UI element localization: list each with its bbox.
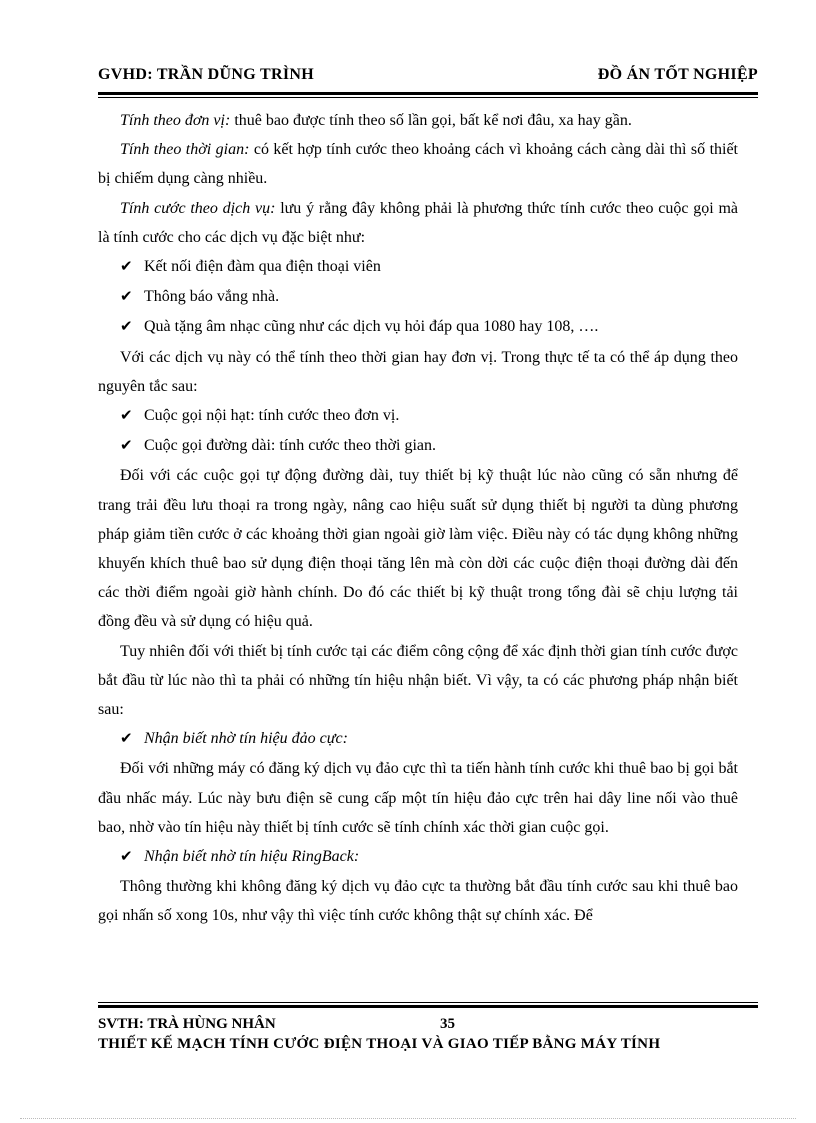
page-header [98,66,758,90]
checkmark-icon: ✔ [120,289,133,306]
paragraph: Tuy nhiên đối với thiết bị tính cước tại các điểm công cộng để xác định thời gian tính cước được bắt đầu từ lúc nào thì ta phải có những tín hiệu nhận biết. Vì vậy, ta có các phương pháp nhận biết sau: [98,642,738,719]
paragraph: Với các dịch vụ này có thể tính theo thời gian hay đơn vị. Trong thực tế ta có thể áp dụng theo nguyên tắc sau: [98,348,738,395]
list-item: ✔ Kết nối điện đàm qua điện thoại viên [98,252,738,282]
footer-student: SVTH: TRÀ HÙNG NHÂN [98,1016,276,1032]
list-item: ✔ Quà tặng âm nhạc cũng như các dịch vụ hỏi đáp qua 1080 hay 108, …. [98,312,738,342]
list-item: ✔ Cuộc gọi nội hạt: tính cước theo đơn vị. [98,401,738,431]
list-item: ✔ Thông báo vắng nhà. [98,282,738,312]
checkmark-icon: ✔ [120,319,133,336]
subheading: ✔ Nhận biết nhờ tín hiệu đảo cực: [98,724,738,754]
page-number: 35 [440,1016,455,1032]
paragraph: Thông thường khi không đăng ký dịch vụ đảo cực ta thường bắt đầu tính cước sau khi thuê bao gọi nhấn số xong 10s, như vậy thì việc tính cước không thật sự chính xác. Để [98,878,738,925]
term-label: Tính theo đơn vị: [120,112,231,129]
header-double-rule [98,92,758,98]
page-footer [98,1014,758,1054]
header-advisor: GVHD: TRẦN DŨNG TRÌNH [98,66,314,83]
page-edge-divider [20,1118,796,1119]
checkmark-icon: ✔ [120,408,133,425]
footer-double-rule [98,1002,758,1008]
page-body [98,106,738,931]
header-doc-type: ĐỒ ÁN TỐT NGHIỆP [597,66,758,83]
checkmark-icon: ✔ [120,731,133,748]
paragraph: Đối với các cuộc gọi tự động đường dài, tuy thiết bị kỹ thuật lúc nào cũng có sẵn nhưng để trang trải đều lưu thoại ra trong ngày, nâng cao hiệu suất sử dụng thiết bị người ta dùng phương pháp giảm tiền cước ở các khoảng thời gian ngoài giờ làm việc. Điều này có tác dụng không những khuyến khích thuê bao sử dụng điện thoại tăng lên mà còn dời các cuộc điện thoại đường dài đến các thời điểm ngoài giờ hành chính. Do đó các thiết bị kỹ thuật trong tổng đài sẽ chịu lượng tải đồng đều và sử dụng có hiệu quả. [98,467,738,631]
list-item: ✔ Cuộc gọi đường dài: tính cước theo thời gian. [98,431,738,461]
paragraph-service-billing: Tính cước theo dịch vụ: lưu ý rằng đây không phải là phương thức tính cước theo cuộc gọi mà là tính cước cho các dịch vụ đặc biệt như: [98,199,739,246]
term-label: Tính theo thời gian: [120,141,250,159]
subheading: ✔ Nhận biết nhờ tín hiệu RingBack: [98,842,738,872]
checkmark-icon: ✔ [120,438,133,455]
paragraph-time-billing: Tính theo thời gian: có kết hợp tính cước theo khoảng cách vì khoảng cách càng dài thì số thiết bị chiếm dụng càng nhiều. [98,141,739,188]
paragraph-unit-billing: Tính theo đơn vị: thuê bao được tính theo số lần gọi, bất kể nơi đâu, xa hay gần. [120,112,632,129]
footer-thesis-title: THIẾT KẾ MẠCH TÍNH CƯỚC ĐIỆN THOẠI VÀ GIAO TIẾP BẰNG MÁY TÍNH [98,1036,661,1052]
checkmark-icon: ✔ [120,849,133,866]
checkmark-icon: ✔ [120,259,133,276]
term-label: Tính cước theo dịch vụ: [120,199,276,217]
paragraph: Đối với những máy có đăng ký dịch vụ đảo cực thì ta tiến hành tính cước khi thuê bao bị gọi bắt đầu nhấc máy. Lúc này bưu điện sẽ cung cấp một tín hiệu đảo cực trên hai dây line nối vào thuê bao, nhờ vào tín hiệu này thiết bị tính cước sẽ tính chính xác thời gian cuộc gọi. [98,760,738,836]
